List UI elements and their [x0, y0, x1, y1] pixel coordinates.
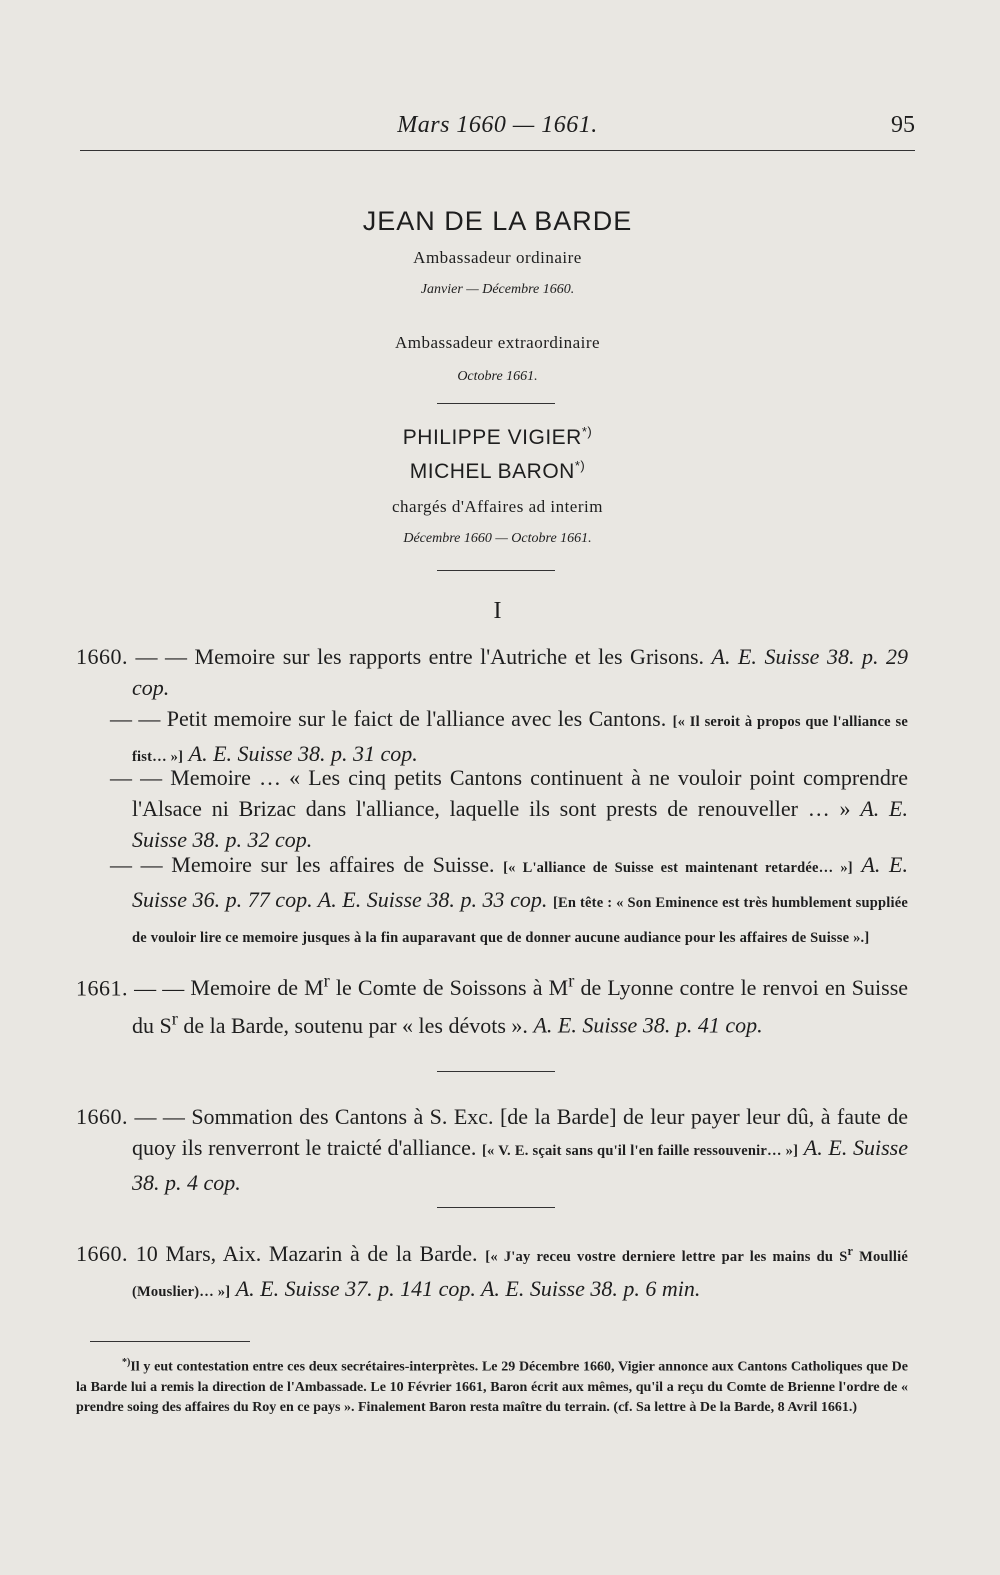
- separator-rule: [437, 1071, 555, 1072]
- entry-text: Petit memoire sur le faict de l'alliance avec les Cantons.: [166, 706, 667, 731]
- entry: [76, 1236, 908, 1308]
- entry-quote: [En tête : « Son Eminence est très humblement suppliée de vouloir lire ce memoire jusques à la fin auparavant que de donner aucune audiance pour les affaires de Suisse ».]: [132, 895, 908, 946]
- entry: [76, 966, 908, 1041]
- entry-text: Memoire sur les rapports entre l'Autriche et les Grisons.: [194, 644, 705, 669]
- entry-dash: — —: [110, 852, 163, 877]
- secretary-name-vigier: PHILIPPE VIGIER*): [402, 424, 593, 449]
- entry-quote: [« Il seroit à propos que l'alliance se fist… »]: [132, 714, 909, 765]
- entry-source: A. E. Suisse 38. p. 41 cop.: [533, 1012, 763, 1038]
- section-number: I: [493, 598, 502, 624]
- header-rule: [80, 150, 915, 151]
- footnote-mark: *): [574, 458, 586, 473]
- entry-source: A. E. Suisse 36. p. 77 cop. A. E. Suisse 38. p. 33 cop.: [132, 852, 908, 912]
- footnote-text: Il y eut contestation entre ces deux secrétaires-interprètes. Le 29 Décembre 1660, Vigier annonce aux Cantons Catholiques que De la Barde lui a remis la direction de l'Ambassade. Le 10 Février 1661, Baron écrit aux mêmes, qu'il a reçu du Comte de Brienne l'ordre de « prendre soing des affaires du Roy en ce pays ». Finalement Baron resta maître du terrain. (cf. Sa lettre à De la Barde, 8 Avril 1661.): [76, 1359, 908, 1415]
- separator-rule: [437, 570, 555, 571]
- entry-dash: — —: [110, 706, 161, 731]
- page-number: 95: [891, 112, 915, 138]
- ambassador-name: JEAN DE LA BARDE: [362, 206, 633, 236]
- secretary-name-baron: MICHEL BARON*): [409, 458, 586, 483]
- entry-source: A. E. Suisse 38. p. 29 cop.: [132, 644, 908, 700]
- entry-quote: [« V. E. sçait sans qu'il l'en faille ressouvenir… »]: [482, 1143, 799, 1159]
- footnote-rule: [90, 1341, 250, 1342]
- entry: [76, 849, 908, 954]
- entry: [76, 641, 908, 703]
- entry-year: 1661.: [76, 975, 128, 1001]
- entry-dash: — —: [134, 1104, 185, 1129]
- running-header: [80, 112, 915, 146]
- role-extraordinary: Ambassadeur extraordinaire: [394, 333, 601, 352]
- dates-extraordinary: Octobre 1661.: [457, 369, 538, 384]
- footnote: [76, 1353, 908, 1418]
- entry-year: 1660.: [76, 644, 128, 669]
- footnote-mark: *): [581, 424, 593, 439]
- entry-text: Memoire … « Les cinq petits Cantons continuent à ne vouloir point comprendre l'Alsace ni Brizac dans l'alliance, laquelle ils sont prests de renouveller … »: [132, 765, 908, 821]
- entry-dash: — —: [134, 975, 185, 1001]
- role-ordinary: Ambassadeur ordinaire: [413, 248, 582, 267]
- footnote-mark: *): [122, 1357, 131, 1368]
- entry-year: 1660.: [76, 1104, 128, 1129]
- role-charges: chargés d'Affaires ad interim: [392, 497, 603, 516]
- entry-quote: [« L'alliance de Suisse est maintenant retardée… »]: [503, 860, 853, 876]
- entry-dash: — —: [135, 644, 188, 669]
- dates-ordinary: Janvier — Décembre 1660.: [420, 282, 575, 297]
- entry: [76, 1101, 908, 1198]
- entry-text: Memoire sur les affaires de Suisse.: [171, 852, 495, 877]
- entry-source: A. E. Suisse 38. p. 4 cop.: [132, 1135, 908, 1195]
- running-title: Mars 1660 — 1661.: [397, 112, 598, 138]
- entry-source: A. E. Suisse 38. p. 32 cop.: [132, 796, 908, 852]
- separator-rule: [437, 1207, 555, 1208]
- entry-text: Sommation des Cantons à S. Exc. [de la Barde] de leur payer leur dû, à faute de quoy ils renverront le traicté d'alliance.: [132, 1104, 909, 1160]
- entry-text: 10 Mars, Aix. Mazarin à de la Barde.: [135, 1240, 478, 1266]
- entry-source: A. E. Suisse 38. p. 31 cop.: [188, 741, 418, 766]
- entry-text: Memoire de $M^r$ le Comte de Soissons à $M^r$ de Lyonne contre le renvoi en Suisse du $S^r$ de la Barde, soutenu par « les dévots ».: [132, 971, 909, 1038]
- entry: [76, 762, 908, 855]
- entry-quote: [« J'ay receu vostre derniere lettre par les mains du $S^r$ Moullié (Mouslier)… »]: [132, 1244, 909, 1300]
- separator-rule: [437, 403, 555, 404]
- dates-charges: Décembre 1660 — Octobre 1661.: [403, 531, 592, 546]
- entry-year: 1660.: [76, 1240, 128, 1266]
- entry-source: A. E. Suisse 37. p. 141 cop. A. E. Suisse 38. p. 6 min.: [235, 1275, 701, 1301]
- entry-dash: — —: [110, 765, 163, 790]
